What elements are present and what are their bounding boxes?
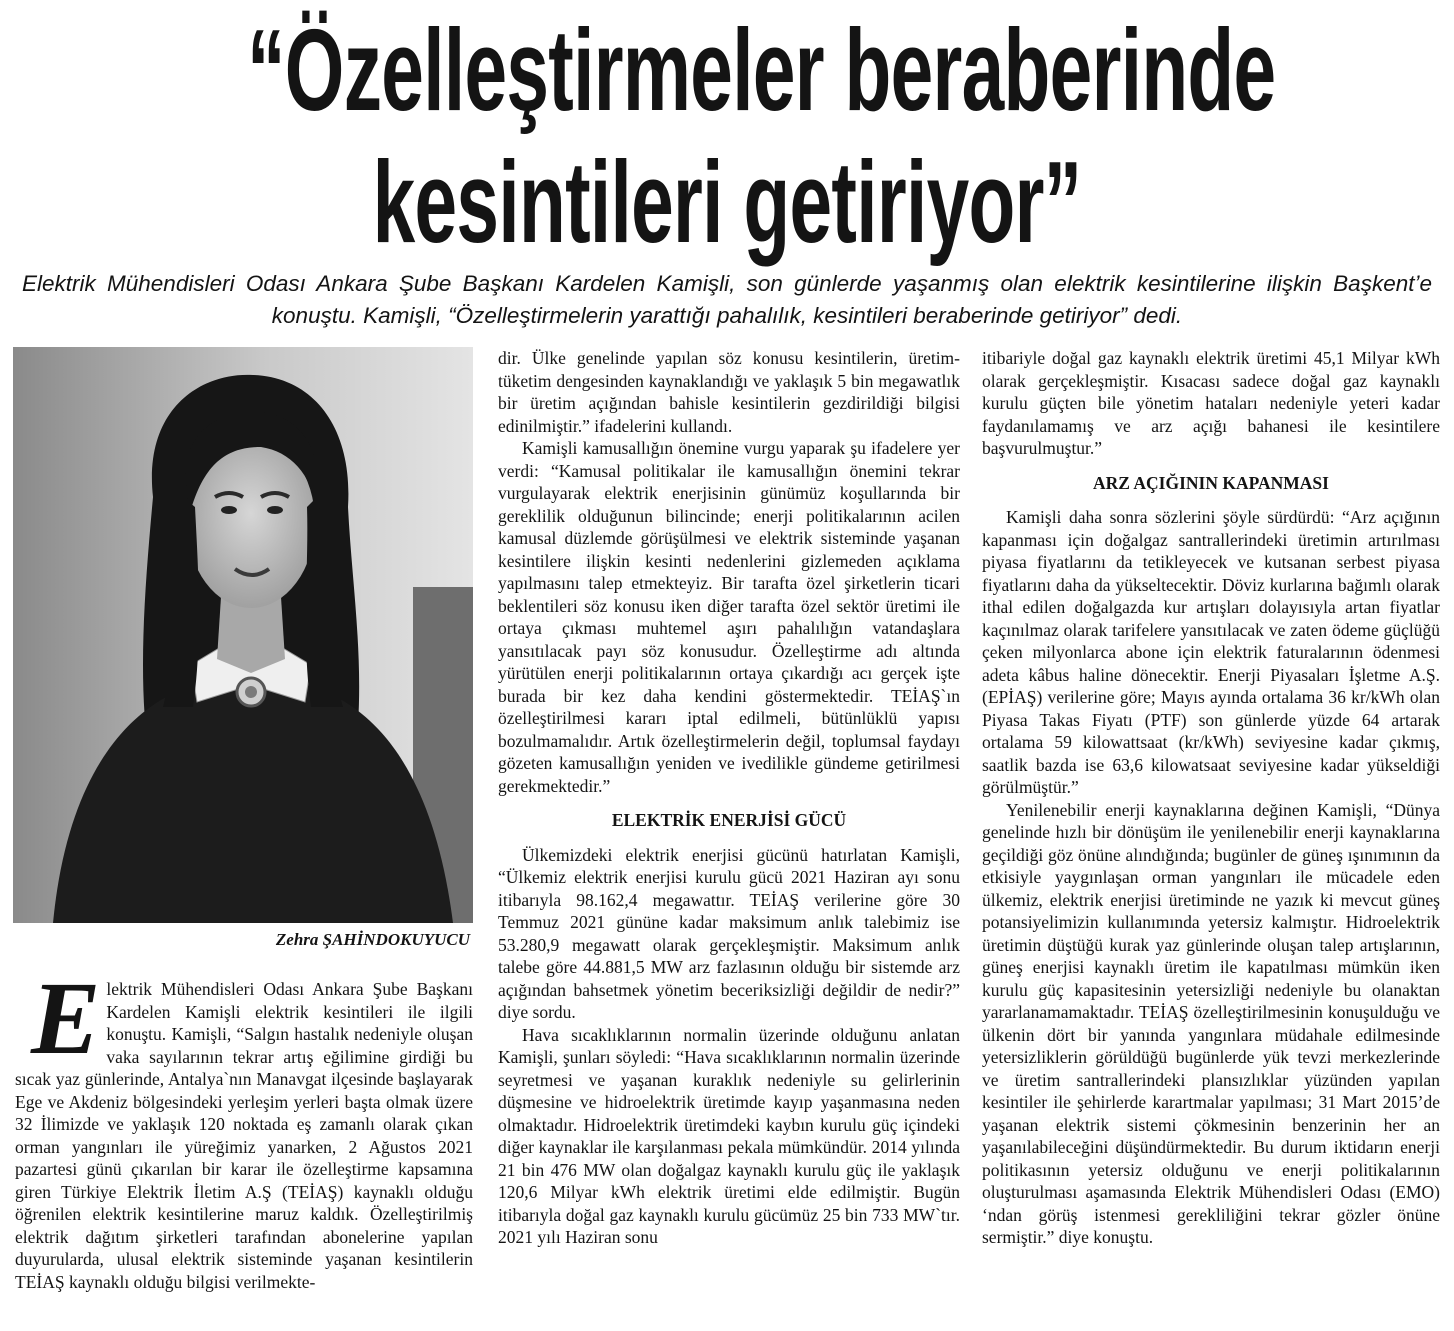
article-paragraph: lektrik Mühendisleri Odası Ankara Şube Başkanı Kardelen Kamişli elektrik kesintileri ile ilgili konuştu. Kamişli, “Salgın hastalık nedeniyle oluşan vaka sayılarının tekrar artış eğilimine girdiği bu sıcak yaz günlerinde, Antalya`nın Manavgat ilçesinde başlayarak Ege ve Akdeniz bölgesindeki yerleşim yerleri başta olmak üzere 32 İlimizde ve yaklaşık 120 noktada eş zamanlı olarak çıkan orman yangınları ile yüreğimiz yanarken, 2 Ağustos 2021 pazartesi günü çıkarılan bir karar ile özelleştirme kapsamına giren Türkiye Elektrik İletim A.Ş (TEİAŞ) kaynaklı olduğu öğrenilen elektrik kesintilerine maruz kaldık. Özelleştirilmiş elektrik dağıtım şirketleri tarafından abonelerine yapılan duyurularda, ulusal elektrik sisteminde yaşanan kesintilerin TEİAŞ kaynaklı olduğu bilgisi verilmekte- (15, 979, 473, 1292)
portrait-photo (13, 347, 473, 923)
article-paragraph: Kamişli daha sonra sözlerini şöyle sürdürdü: “Arz açığının kapanması için doğalgaz santrallerindeki üretimin artırılması piyasa fiyatlarını da tetikleyecek ve kutsanan serbest piyasa fiyatlarını daha da yükseltecektir. Döviz kurlarına bağımlı olarak ithal edilen doğalgazda kur artışları dolayısıyla artan fiyatlar kaçınılmaz olarak tarifelere yansıtılacak ve zaten ödeme güçlüğü çeken milyonlarca abone için elektrik faturalarının ödenmesi adeta kâbus haline dönecektir. Enerji Piyasaları İşletme A.Ş. (EPİAŞ) verilerine göre; Mayıs ayında ortalama 36 kr/kWh olan Piyasa Takas Fiyatı (PTF) son günlerde yüzde 64 artarak ortalama 59 kilowattsaat (kr/kWh) seviyesine kadar çıkmış, saatlik bazda ise 63,6 kilowatsaat seviyesine kadar yükseldiği görülmüştür.” (982, 507, 1440, 797)
headline (247, 4, 1276, 268)
article-column-3 (982, 347, 1440, 1249)
article-paragraph: Kamişli kamusallığın önemine vurgu yaparak şu ifadelere yer verdi: “Kamusal politikalar ile kamusallığın önemini tekrar vurgulayarak elektrik enerjisinin günümüz koşullarında bir gereklilik olduğunun bilincinde; enerji politikalarının acilen kamusal düzlemde görüşülmesi ve elektrik sisteminde yaşanan kesintilere ilişkin kesinti nedenlerini gizlemeden açıklama yapılmasını talep etmekteyiz. Bir tarafta özel şirketlerin ticari beklentileri söz konusu iken diğer tarafta özel sektör üretimi ile ortaya çıkması muhtemel aşırı pahalılığın vatandaşlara yansıtılacak payı söz konusudur. Özelleştirme adı altında yürütülen enerji politikalarının ortaya çıkardığı acı gerçek işte burada bir kez daha kendini göstermektedir. TEİAŞ`ın özelleştirilmesi kararı iptal edilmeli, bütünlüklü yapısı bozulmamalıdır. Artık özelleştirmelerin değil, toplumsal faydayı gözeten kamusallığın yeniden ve ivedilikle gündeme getirilmesi gerekmektedir.” (498, 438, 960, 796)
photo-credit: Zehra ŞAHİNDOKUYUCU (275, 930, 470, 949)
lead-paragraph: Elektrik Mühendisleri Odası Ankara Şube Başkanı Kardelen Kamişli, son günlerde yaşanmış olan elektrik kesintilerine ilişkin Başkent’e konuştu. Kamişli, “Özelleştirmelerin yarattığı pahalılık, kesintileri beraberinde getiriyor” dedi. (22, 271, 1432, 328)
article-column-2 (498, 347, 960, 1249)
article-paragraph: Yenilenebilir enerji kaynaklarına değinen Kamişli, “Dünya genelinde hızlı bir dönüşüm ile yenilenebilir enerji kaynaklarına geçildiği göz önüne alındığında; bugünler de güneş ışınımının da etkisiyle yaygınlaşan orman yangınları ile mücadele eden ülkemiz, elektrik enerjisi üretiminde ne yazık ki mevcut güneş potansiyelimizin kullanımında yetersiz kalmıştır. Hidroelektrik üretimin düştüğü kurak yaz günlerinde oluşan talep artışlarının, güneş enerjisi kaynaklı üretim ile kapatılması mümkün iken kurulu güç kapasitesinin yetersizliği nedeniyle bu olanaktan yararlanamamaktadır. TEİAŞ özelleştirilmesinin konuşulduğu ve ülkenin dört bir yanında yangınlara müdahale edilmesinde yetersizliklerin görüldüğü bugünlerde yük tevzi merkezlerinde ve üretim santrallerindeki plansızlıklar yüzünden yapılan kesintiler ile şehirlerde karartmalar yapılması; 31 Mart 2015’de yaşanan elektrik sistemi çökmesinin benzerinin her an yaşanılabileceğini düşündürmektedir. Bu durum iktidarın enerji politikasının yetersiz olduğunu ve enerji politikalarının oluşturulması aşamasında Elektrik Mühendisleri Odası (EMO) ‘ndan görüş istenmesi gerekliliğini tekrar gözler önüne sermiştir.” diye konuştu. (982, 799, 1440, 1247)
drop-cap: E (31, 961, 101, 1076)
article-paragraph: dir. Ülke genelinde yapılan söz konusu kesintilerin, üretim-tüketim dengesinden kaynaklandığı ve yaklaşık 5 bin megawatlık bir üretim açığından bahisle kesintilerin gezdirildiği bilgisi edinilmiştir.” ifadelerini kullandı. (498, 348, 960, 436)
subheading-elektrik-enerjisi-gucu: ELEKTRİK ENERJİSİ GÜCÜ (611, 810, 847, 830)
subheading-arz-acigi: ARZ AÇIĞININ KAPANMASI (1093, 472, 1329, 493)
article-column-1 (15, 961, 473, 1293)
headline-line-1: “Özelleştirmeler beraberinde (247, 5, 1276, 135)
headline-line-2: kesintileri getiriyor” (372, 137, 1082, 267)
article-paragraph: Hava sıcaklıklarının normalin üzerinde olduğunu anlatan Kamişli, şunları söyledi: “Hava sıcaklıklarının normalin üzerinde seyretmesi ve yaşanan kuraklık nedeniyle su gelirlerinin düşmesine ve hidroelektrik üretimde kayıp yaşanmasına neden olmaktadır. Hidroelektrik üretimdeki kaybın kurulu güç içindeki diğer kaynaklar ile karşılanması pekala mümkündür. 2014 yılında 21 bin 476 MW olan doğalgaz kaynaklı kurulu güç ile yaklaşık 120,6 Milyar kWh elektrik üretimi elde edilmiştir. Bugün itibarıyla doğal gaz kaynaklı kurulu gücümüz 25 bin 733 MW`tır. 2021 yılı Haziran sonu (498, 1024, 960, 1247)
article-paragraph: Ülkemizdeki elektrik enerjisi gücünü hatırlatan Kamişli, “Ülkemiz elektrik enerjisi kurulu gücü 2021 Haziran ayı sonu itibarıyla 98.162,4 megawattır. TEİAŞ verilerine göre 30 Temmuz 2021 gününe kadar maksimum anlık talebimiz ise 53.280,9 megawatt olarak gerçekleşmiştir. Maksimum anlık talebe göre 44.881,5 MW arz fazlasının olduğu bir sistemde arz açığından bahsetmek yönetim beceriksizliği değildir de nedir?” diye sordu. (498, 844, 960, 1022)
article-paragraph: itibariyle doğal gaz kaynaklı elektrik üretimi 45,1 Milyar kWh olarak gerçekleşmiştir. Kısacası sadece doğal gaz kaynaklı kurulu güçten bile yönetim hataları nedeniyle yeteri kadar faydanılamamış ve arz açığı bahanesi ile kesintilere başvurulmuştur.” (982, 348, 1440, 458)
portrait-illustration (13, 347, 473, 923)
